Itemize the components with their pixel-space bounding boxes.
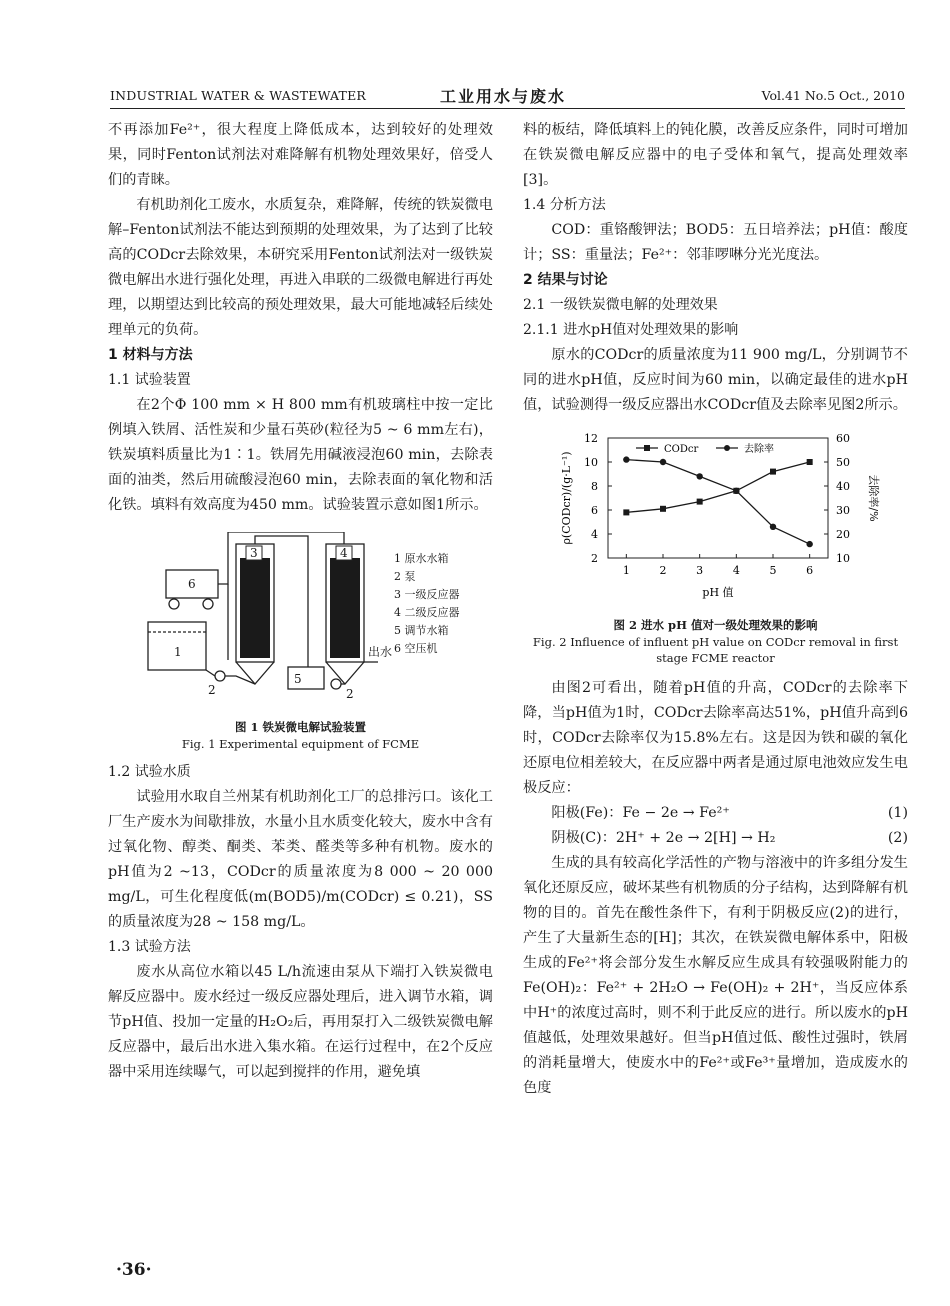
right-column	[523, 118, 908, 1101]
legend-item: 4 二级反应器	[394, 606, 460, 619]
diagram-label: 3	[250, 546, 258, 560]
equation-number: (1)	[887, 805, 908, 821]
y2-tick-label: 10	[836, 552, 850, 565]
figure-1-caption-cn: 图 1 铁炭微电解试验装置	[234, 720, 366, 734]
data-point-square	[623, 509, 629, 515]
subsection-heading: 1.1 试验装置	[108, 372, 191, 388]
running-header	[110, 86, 905, 109]
paragraph: COD：重铬酸钾法；BOD5：五日培养法；pH值：酸度计；SS：重量法；Fe²⁺：邻菲啰啉分光光度法。	[523, 222, 908, 263]
data-point-circle	[770, 524, 776, 530]
x-tick-label: 1	[622, 564, 630, 577]
reactor-1-packing	[240, 558, 270, 658]
paragraph: 料的板结，降低填料上的钝化膜，改善反应条件，同时可增加在铁炭微电解反应器中的电子受体和氧气，提高处理效率[3]。	[523, 122, 908, 188]
journal-name-en: INDUSTRIAL WATER & WASTEWATER	[110, 88, 367, 103]
subsection-heading: 1.3 试验方法	[108, 939, 191, 955]
paragraph: 试验用水取自兰州某有机助剂化工厂的总排污口。该化工厂生产废水为间歇排放，水量小且水质变化较大，废水中含有过氧化物、醇类、酮类、苯类、醛类等多种有机物。废水的pH值为2 ~13，CODcr的质量浓度为8 000 ~ 20 000 mg/L，可生化程度低(m(BOD5)/m(CODcr) ≤ 0.21)，SS的质量浓度为28 ~ 158 mg/L。	[108, 789, 493, 930]
subsection-heading: 1.4 分析方法	[523, 197, 606, 213]
y-tick-label: 8	[591, 480, 598, 493]
figure-2-caption-en: Fig. 2 Influence of influent pH value on CODcr removal in first stage FCME reactor	[532, 635, 899, 665]
paragraph: 由图2可看出，随着pH值的升高，CODcr的去除率下降，当pH值为1时，CODcr去除率高达51%，pH值升高到6时，CODcr去除率仅为15.8%左右。这是因为铁和碳的氧化还原电位相差较大，在反应器中两者是通过原电池效应发生电极反应：	[523, 680, 908, 796]
data-point-circle	[733, 488, 739, 494]
figure-2	[523, 426, 908, 616]
y2-tick-label: 40	[836, 480, 850, 493]
y2-axis-label: 去除率/%	[867, 474, 880, 522]
y2-tick-label: 50	[836, 456, 850, 469]
plot-frame	[608, 438, 828, 558]
ph-effect-chart	[523, 426, 908, 616]
figure-2-caption-cn: 图 2 进水 pH 值对一级处理效果的影响	[613, 618, 818, 632]
journal-name-cn: 工业用水与废水	[440, 87, 567, 106]
diagram-label: 4	[340, 546, 348, 560]
diagram-label: 2	[346, 687, 354, 701]
y2-tick-label: 60	[836, 432, 850, 445]
legend-item: 3 一级反应器	[394, 588, 460, 601]
equipment-diagram	[108, 532, 493, 712]
diagram-label: 2	[208, 683, 216, 697]
subsubsection-heading: 2.1.1 进水pH值对处理效果的影响	[523, 322, 739, 338]
reactor-2-packing	[330, 558, 360, 658]
legend-item: 6 空压机	[394, 642, 438, 655]
series-line-1	[626, 462, 809, 512]
subsection-heading: 2.1 一级铁炭微电解的处理效果	[523, 297, 718, 313]
equation-text: 阴极(C)：2H⁺ + 2e → 2[H] → H₂	[551, 830, 776, 846]
y-tick-label: 2	[591, 552, 598, 565]
paragraph: 在2个Φ 100 mm × H 800 mm有机玻璃柱中按一定比例填入铁屑、活性炭和少量石英砂(粒径为5 ~ 6 mm左右)，铁炭填料质量比为1∶1。铁屑先用碱液浸泡60 min，去除表面的油类，然后用硫酸浸泡60 min，去除表面的氧化物和活化铁。填料有效高度为450 mm。试验装置示意如图1所示。	[108, 397, 493, 513]
diagram-label: 6	[188, 577, 196, 591]
data-point-square	[770, 469, 776, 475]
x-axis-label: pH 值	[702, 586, 734, 599]
page-number: ·36·	[116, 1260, 152, 1280]
data-point-square	[807, 459, 813, 465]
legend-item: 5 调节水箱	[394, 624, 449, 637]
equation-1	[523, 801, 908, 826]
x-tick-label: 6	[806, 564, 814, 577]
x-tick-label: 2	[659, 564, 667, 577]
data-point-circle	[696, 473, 702, 479]
paragraph: 不再添加Fe²⁺，很大程度上降低成本，达到较好的处理效果，同时Fenton试剂法对难降解有机物处理效果好，倍受人们的青睐。	[108, 122, 493, 188]
figure-1-caption-en: Fig. 1 Experimental equipment of FCME	[181, 737, 420, 751]
y-tick-label: 4	[591, 528, 598, 541]
y2-tick-label: 30	[836, 504, 850, 517]
legend-item: 2 泵	[394, 570, 416, 583]
legend-item: 1 原水水箱	[394, 552, 449, 565]
paragraph: 废水从高位水箱以45 L/h流速由泵从下端打入铁炭微电解反应器中。废水经过一级反应器处理后，进入调节水箱，调节pH值、投加一定量的H₂O₂后，再用泵打入二级铁炭微电解反应器中，最后出水进入集水箱。在运行过程中，在2个反应器中采用连续曝气，可以起到搅拌的作用，避免填	[108, 964, 493, 1080]
legend-label-1: CODcr	[664, 444, 699, 455]
y-tick-label: 10	[584, 456, 598, 469]
issue-info: Vol.41 No.5 Oct., 2010	[761, 88, 905, 103]
paragraph: 生成的具有较高化学活性的产物与溶液中的许多组分发生氧化还原反应，破坏某些有机物质的分子结构，达到降解有机物的目的。首先在酸性条件下，有利于阴极反应(2)的进行，产生了大量新生态的[H]；其次，在铁炭微电解体系中，阳极生成的Fe²⁺将会部分发生水解反应生成具有较强吸附能力的Fe(OH)₂：Fe²⁺ + 2H₂O → Fe(OH)₂ + 2H⁺，当反应体系中H⁺的浓度过高时，则不利于此反应的进行。所以废水的pH值越低，处理效果越好。但当pH值过低、酸性过强时，铁屑的消耗量增大，使废水中的Fe²⁺或Fe³⁺量增加，造成废水的色度	[523, 855, 908, 1096]
equation-text: 阳极(Fe)：Fe − 2e → Fe²⁺	[551, 805, 730, 821]
diagram-label: 1	[174, 645, 182, 659]
y2-tick-label: 20	[836, 528, 850, 541]
x-tick-label: 4	[732, 564, 740, 577]
equation-number: (2)	[887, 830, 908, 846]
left-column	[108, 118, 493, 1085]
section-heading: 2 结果与讨论	[523, 272, 608, 288]
subsection-heading: 1.2 试验水质	[108, 764, 191, 780]
diagram-label: 5	[294, 672, 302, 686]
legend-marker-2	[724, 445, 730, 451]
section-heading: 1 材料与方法	[108, 347, 193, 363]
data-point-square	[697, 499, 703, 505]
y-axis-label: ρ(CODcr)/(g·L⁻¹)	[560, 451, 573, 545]
data-point-circle	[806, 541, 812, 547]
data-point-square	[660, 506, 666, 512]
y-tick-label: 6	[591, 504, 598, 517]
y-tick-label: 12	[584, 432, 598, 445]
outlet-label: 出水	[368, 645, 393, 659]
data-point-circle	[660, 459, 666, 465]
series-line-2	[626, 460, 809, 544]
equation-2	[523, 826, 908, 851]
x-tick-label: 5	[769, 564, 777, 577]
x-tick-label: 3	[696, 564, 704, 577]
figure-1	[108, 532, 493, 712]
legend-marker-1	[644, 445, 650, 451]
paragraph: 原水的CODcr的质量浓度为11 900 mg/L，分别调节不同的进水pH值，反应时间为60 min，以确定最佳的进水pH值，试验测得一级反应器出水CODcr值及去除率见图2所示。	[523, 347, 908, 413]
paragraph: 有机助剂化工废水，水质复杂，难降解，传统的铁炭微电解–Fenton试剂法不能达到预期的处理效果，为了达到了比较高的CODcr去除效果，本研究采用Fenton试剂法对一级铁炭微电解出水进行强化处理，再进入串联的二级微电解进行再处理，以期望达到比较高的预处理效果，最大可能地减轻后续处理单元的负荷。	[108, 197, 493, 338]
data-point-circle	[623, 456, 629, 462]
legend-label-2: 去除率	[744, 444, 774, 455]
